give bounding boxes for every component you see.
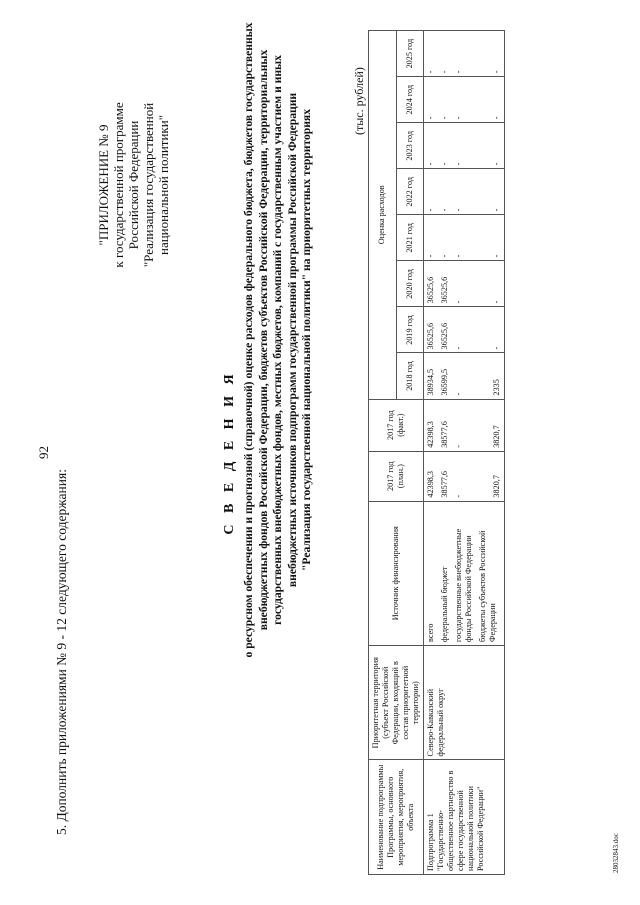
value: 38577,6	[440, 421, 449, 448]
cell-year-2020	[424, 261, 505, 307]
header-year: 2023 год	[396, 123, 424, 169]
annex-line: "ПРИЛОЖЕНИЕ № 9	[96, 124, 111, 246]
value: 38934,5	[426, 368, 435, 396]
value: 42398,3	[426, 470, 435, 498]
subtitle-line: внебюджетных фондов Российской Федерации, бюджетов субъектов Российской Федерации, территориальных	[256, 49, 270, 631]
source-item: бюджеты субъектов Российской Федерации	[478, 530, 497, 642]
value: -	[454, 254, 463, 258]
annex-heading	[96, 55, 171, 315]
cell-plan-2017	[424, 451, 505, 501]
value: -	[426, 254, 435, 258]
source-item: федеральный бюджет	[440, 566, 449, 642]
cell-year-2025	[424, 31, 505, 77]
value: 36525,6	[426, 276, 435, 304]
footer-doc-code: 28032843.doc	[612, 833, 620, 873]
value: -	[426, 116, 435, 120]
annex-line: к государственной программе	[111, 102, 126, 268]
cell-year-2023	[424, 123, 505, 169]
value: -	[492, 116, 501, 120]
annex-line: Российской Федерации	[126, 120, 141, 250]
subtitle-line: о ресурсном обеспечении и прогнозной (справочной) оценке расходов федерального бюджета, бюджетов государственных	[242, 22, 255, 658]
header-year: 2025 год	[396, 31, 424, 77]
value: -	[492, 162, 501, 166]
header-year: 2024 год	[396, 77, 424, 123]
page-number: 92	[36, 446, 51, 459]
intro-text: 5. Дополнить приложениями № 9 - 12 следующего содержания:	[54, 469, 69, 835]
subtitle-line: государственных внебюджетных фондов, местных бюджетов, компаний с государственным участием и иных	[271, 55, 285, 625]
value: -	[454, 116, 463, 120]
value: -	[454, 70, 463, 74]
value: -	[440, 162, 449, 166]
cell-year-2019	[424, 307, 505, 353]
header-year: 2019 год	[396, 307, 424, 353]
header-year: 2021 год	[396, 215, 424, 261]
header-fact-2017: 2017 год (факт.)	[369, 399, 424, 451]
value: -	[426, 208, 435, 212]
header-estimate: Оценка расходов	[369, 31, 397, 400]
resource-table	[368, 30, 505, 875]
value: -	[492, 208, 501, 212]
document-title: С В Е Д Е Н И Я	[222, 370, 237, 535]
header-plan-2017: 2017 год (план.)	[369, 451, 424, 501]
value: 38577,6	[440, 470, 449, 498]
value: -	[440, 116, 449, 120]
value: -	[454, 300, 463, 304]
value: -	[426, 162, 435, 166]
subtitle-line: внебюджетных источников подпрограмм государственной программы Российской Федерации	[285, 92, 299, 588]
value: -	[454, 445, 463, 448]
value: -	[454, 392, 463, 396]
value: 36525,6	[426, 322, 435, 350]
source-item: государственные внебюджетные фонды Российской Федерации	[454, 528, 473, 642]
annex-line: "Реализация государственной	[141, 102, 156, 268]
value: 36525,6	[440, 322, 449, 350]
cell-fact-2017	[424, 399, 505, 451]
header-year: 2018 год	[396, 353, 424, 399]
units-label: (тыс. рублей)	[352, 67, 366, 135]
value: -	[426, 70, 435, 74]
annex-line: национальной политики"	[156, 115, 171, 256]
header-name: Наименование подпрограммы Программы, основного мероприятия, мероприятия, объекта	[369, 760, 424, 875]
value: 3820,7	[492, 425, 501, 448]
value: -	[454, 208, 463, 212]
value: -	[440, 254, 449, 258]
subtitle-line: "Реализация государственной национальной политики" на приоритетных территориях	[300, 109, 314, 572]
header-source: Источник финансирования	[369, 501, 424, 645]
value: -	[440, 70, 449, 74]
table-row	[424, 31, 505, 875]
value: -	[492, 346, 501, 350]
value: 42398,3	[426, 421, 435, 448]
value: -	[492, 70, 501, 74]
value: -	[492, 254, 501, 258]
value: -	[454, 162, 463, 166]
cell-year-2024	[424, 77, 505, 123]
cell-territory: Северо-Кавказский федеральный округ	[424, 645, 505, 760]
header-territory: Приоритетная территория (субъект Российской Федерации, входящий в состав приоритетной территории)	[369, 645, 424, 760]
cell-sources	[424, 501, 505, 645]
cell-year-2018	[424, 353, 505, 399]
header-year: 2022 год	[396, 169, 424, 215]
header-year: 2020 год	[396, 261, 424, 307]
value: -	[492, 300, 501, 304]
cell-subprogram-name: Подпрограмма 1 "Государственно-общественное партнерство в сфере государственной национальной политики Российской Федерации"	[424, 760, 505, 875]
value: -	[454, 494, 463, 498]
value: 36525,6	[440, 276, 449, 304]
value: -	[454, 346, 463, 350]
source-item: всего	[426, 623, 435, 642]
value: -	[440, 208, 449, 212]
value: 2335	[492, 379, 501, 396]
cell-year-2021	[424, 215, 505, 261]
document-subtitle	[242, 20, 315, 660]
cell-year-2022	[424, 169, 505, 215]
value: 36599,5	[440, 368, 449, 396]
value: 3820,7	[492, 475, 501, 498]
